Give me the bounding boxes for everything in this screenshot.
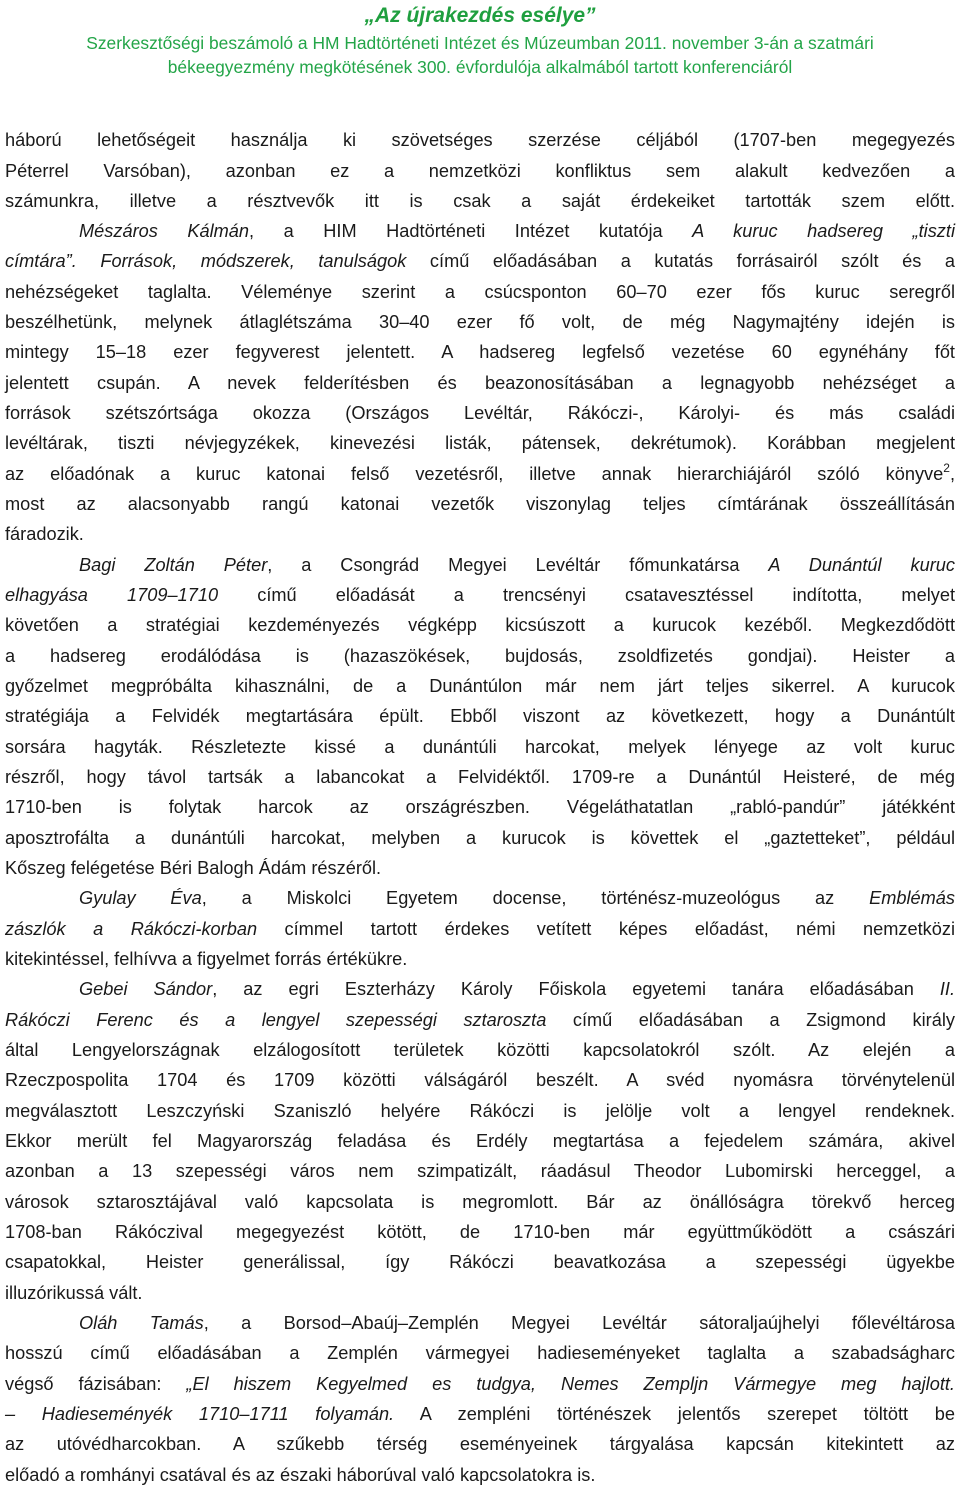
speaker-name: Mészáros Kálmán — [79, 221, 250, 241]
text-line: győzelmet megpróbálta kihasználni, de a Dunántúlon már nem járt teljes sikerrel. A kurucok — [5, 676, 955, 696]
text-line — [5, 459, 955, 489]
text-line — [79, 550, 955, 580]
speaker-name: Bagi Zoltán Péter — [79, 555, 268, 575]
text-line: előadó a romhányi csatával és az északi háborúval való kapcsolatokra is. — [5, 1465, 596, 1485]
text-line: által Lengyelországnak elzálogosított területek közötti kapcsolatokról szólt. Az elején a — [5, 1040, 955, 1060]
report-subtitle-line-1: Szerkesztőségi beszámoló a HM Hadtörténeti Intézet és Múzeumban 2011. november 3-án a szatmári — [86, 33, 874, 53]
text-run: című előadását a trencsényi csatavesztéssel indította, melyet — [218, 585, 955, 605]
text-line — [5, 580, 955, 610]
text-run: című előadásában a kutatás forrásairól szólt és a — [406, 251, 956, 271]
speaker-name: Oláh Tamás — [79, 1313, 204, 1333]
text-line: az utóvédharcokban. A szűkebb térség eseményeinek tárgyalása kapcsán kitekintett az — [5, 1434, 955, 1454]
text-run: A zempléni történészek jelentős szerepet töltött be — [394, 1404, 955, 1424]
text-line: illuzórikussá vált. — [5, 1283, 143, 1303]
text-line — [5, 1399, 955, 1429]
lecture-title: – Hadieseményék 1710–1711 folyamán. — [5, 1404, 395, 1424]
text-run: , az egri Eszterházy Károly Főiskola egyetemi tanára előadásában — [212, 979, 940, 999]
text-line: azonban a 13 szepességi város nem szimpatizált, ráadásul Theodor Lubomirski herceggel, a — [5, 1161, 955, 1181]
text-line: Kőszeg felégetése Béri Balogh Ádám részéről. — [5, 858, 382, 878]
text-run: , a Csongrád Megyei Levéltár főmunkatársa — [267, 555, 769, 575]
text-line: követően a stratégiai kezdeményezés végképp kicsúszott a kurucok kezéből. Megkezdődött — [5, 615, 955, 635]
text-run: végső fázisában: — [5, 1374, 187, 1394]
lecture-title: A Dunántúl kuruc — [768, 555, 955, 575]
lecture-title: A kuruc hadsereg „tiszti — [692, 221, 955, 241]
text-line: levéltárak, tiszti névjegyzékek, kinevezési listák, pátensek, dekrétumok). Korábban megjelent — [5, 433, 955, 453]
text-line: 1708-ban Rákóczival megegyezést kötött, de 1710-ben már együttműködött a császári — [5, 1222, 955, 1242]
text-line: források szétszórtsága okozza (Országos Levéltár, Rákóczi-, Károlyi- és más családi — [5, 403, 955, 423]
speaker-name: Gyulay Éva — [79, 888, 202, 908]
text-line: háború lehetőségeit használja ki szövetséges szerzése céljából (1707-ben megegyezés — [5, 130, 955, 150]
lecture-title: „El hiszem Kegyelmed es tudgya, Nemes Zempljn Vármegye meg hajlott. — [186, 1374, 955, 1394]
lecture-title: zászlók a Rákóczi-korban — [5, 919, 258, 939]
report-subtitle-line-2: békeegyezmény megkötésének 300. évfordulója alkalmából tartott konferenciáról — [167, 57, 793, 77]
footnote-marker: 2 — [943, 461, 950, 475]
text-run: , — [949, 464, 955, 484]
lecture-title: II. — [939, 979, 956, 999]
lecture-title: elhagyása 1709–1710 — [5, 585, 219, 605]
text-line: beszélhetünk, melynek átlaglétszáma 30–40 ezer fő volt, de még Nagymajtény idején is — [5, 312, 955, 332]
conference-title: „Az újrakezdés esélye” — [364, 4, 596, 27]
text-line: nehézségeket taglalta. Véleménye szerint a csúcsponton 60–70 ezer fős kuruc seregről — [5, 282, 955, 302]
text-line — [79, 974, 955, 1004]
text-line — [5, 914, 955, 944]
text-line: Rzeczpospolita 1704 és 1709 közötti válságáról beszélt. A svéd nyomásra törvénytelenül — [5, 1070, 955, 1090]
text-line: kitekintéssel, felhívva a figyelmet forrás értékükre. — [5, 949, 408, 969]
text-line: városok sztarosztájával való kapcsolata is megromlott. Bár az önállóságra törekvő herceg — [5, 1192, 955, 1212]
text-run: , a Miskolci Egyetem docense, történész-muzeológus az — [201, 888, 870, 908]
text-line — [79, 1308, 955, 1338]
text-run: az előadónak a kuruc katonai felső vezetésről, illetve annak hierarchiájáról szóló könyve — [5, 464, 944, 484]
text-line: aposztrofálta a dunántúli harcokat, melyben a kurucok is követtek el „gaztetteket”, például — [5, 828, 955, 848]
text-line: 1710-ben is folytak harcok az országrészben. Végeláthatatlan „rabló-pandúr” játékként — [5, 797, 955, 817]
text-line: sorsára hagyták. Részletezte kissé a dunántúli harcokat, melyek lényege az volt kuruc — [5, 737, 955, 757]
text-line: hosszú című előadásában a Zemplén vármegyei hadieseményeket taglalta a szabadságharc — [5, 1343, 955, 1363]
text-line: Péterrel Varsóban), azonban ez a nemzetközi konfliktus sem alakult kedvezően a — [5, 161, 955, 181]
text-line: jelentett csupán. A nevek felderítésben és beazonosításában a legnagyobb nehézséget a — [5, 373, 955, 393]
text-line: a hadsereg erodálódása is (hazaszökések, bujdosás, zsoldfizetés gondjai). Heister a — [5, 646, 955, 666]
text-line — [5, 1369, 955, 1399]
speaker-name: Gebei Sándor — [79, 979, 213, 999]
text-line: fáradozik. — [5, 524, 84, 544]
text-run: , a Borsod–Abaúj–Zemplén Megyei Levéltár sátoraljaújhelyi főlevéltárosa — [203, 1313, 955, 1333]
text-line — [79, 216, 955, 246]
lecture-title: címtára”. Források, módszerek, tanulságok — [5, 251, 407, 271]
text-line: stratégiája a Felvidék megtartására épült. Ebből viszont az következett, hogy a Dunántúlt — [5, 706, 955, 726]
lecture-title: Emblémás — [869, 888, 955, 908]
text-line — [79, 883, 955, 913]
text-line: csapatokkal, Heister generálissal, így Rákóczi beavatkozása a szepességi ügyekbe — [5, 1252, 955, 1272]
text-run: című előadásában a Zsigmond király — [546, 1010, 955, 1030]
text-line: megválasztott Leszczyński Szaniszló helyére Rákóczi is jelölje volt a lengyel rendeknek. — [5, 1101, 955, 1121]
text-line: részről, hogy távol tartsák a labancokat a Felvidéktől. 1709-re a Dunántúl Heisteré, de még — [5, 767, 955, 787]
text-line: most az alacsonyabb rangú katonai vezetők viszonylag teljes címtárának összeállításán — [5, 494, 955, 514]
text-line: Ekkor merült fel Magyarország feladása és Erdély megtartása a fejedelem számára, akivel — [5, 1131, 955, 1151]
text-run: , a HIM Hadtörténeti Intézet kutatója — [249, 221, 693, 241]
text-line — [5, 246, 955, 276]
text-line — [5, 1005, 955, 1035]
text-line: mintegy 15–18 ezer fegyverest jelentett. A hadsereg legfelső vezetése 60 egynéhány főt — [5, 342, 955, 362]
lecture-title: Rákóczi Ferenc és a lengyel szepességi sztaroszta — [5, 1010, 547, 1030]
text-run: címmel tartott érdekes vetített képes előadást, némi nemzetközi — [257, 919, 955, 939]
text-line: számunkra, illetve a résztvevők itt is csak a saját érdekeiket tartották szem előtt. — [5, 191, 955, 211]
